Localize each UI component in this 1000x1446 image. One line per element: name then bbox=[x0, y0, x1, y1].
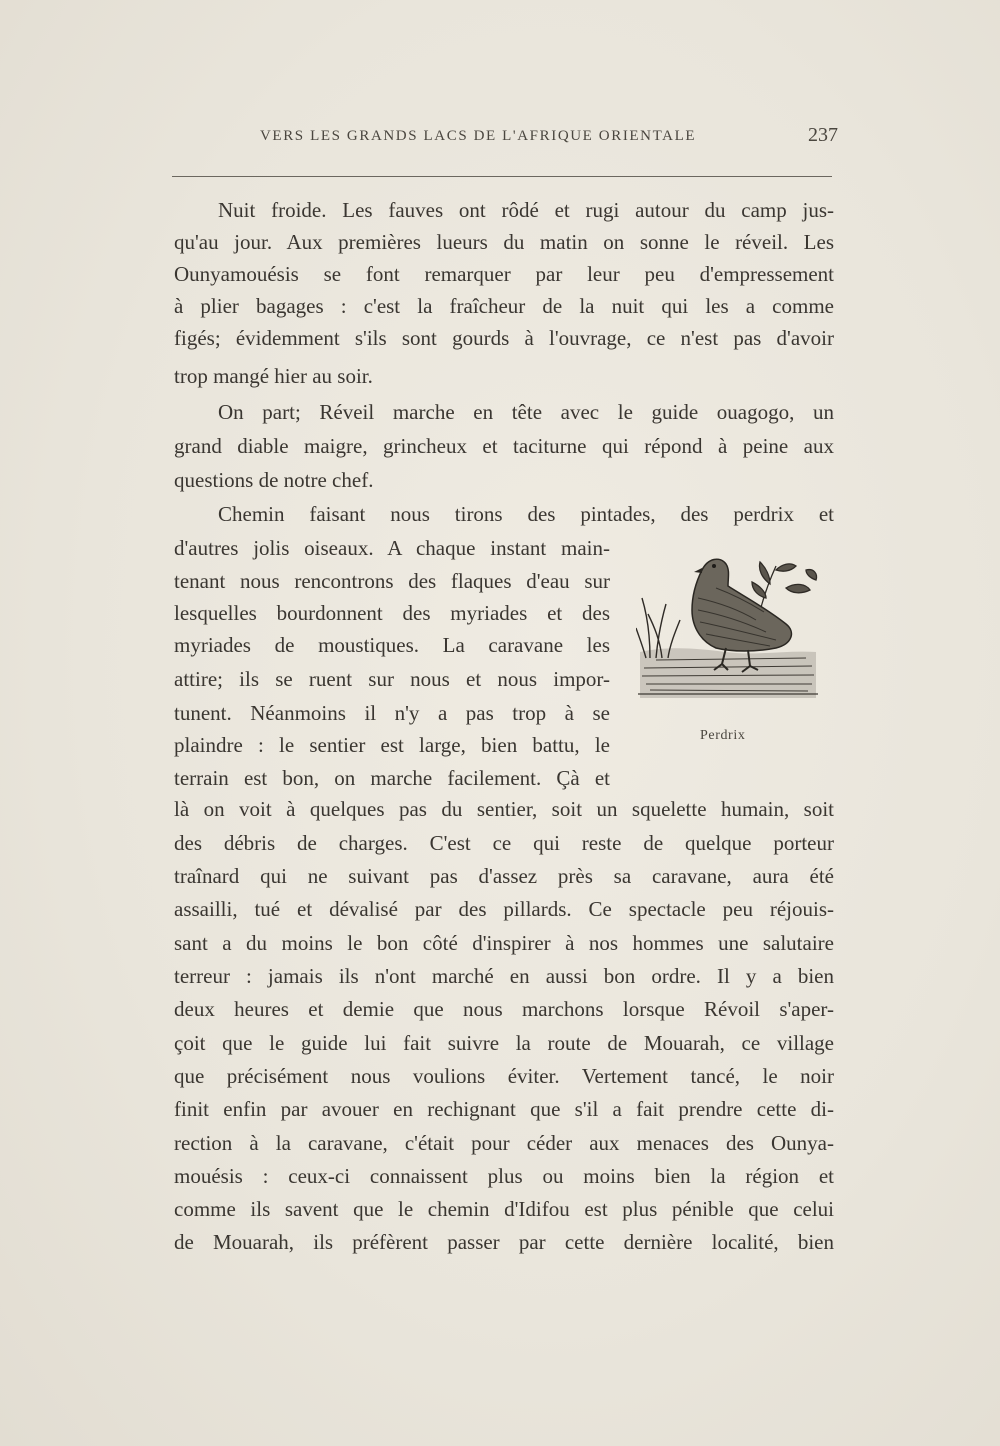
text-line: myriades de moustiques. La caravane les bbox=[174, 633, 610, 657]
running-title: VERS LES GRANDS LACS DE L'AFRIQUE ORIENTALE bbox=[260, 128, 697, 144]
text-line: que précisément nous voulions éviter. Vertement tancé, le noir bbox=[174, 1064, 834, 1088]
text-line: trop mangé hier au soir. bbox=[174, 364, 373, 388]
text-line: Nuit froide. Les fauves ont rôdé et rugi autour du camp jus- bbox=[218, 198, 834, 222]
text-line: comme ils savent que le chemin d'Idifou est plus pénible que celui bbox=[174, 1197, 834, 1221]
text-line: çoit que le guide lui fait suivre la route de Mouarah, ce village bbox=[174, 1031, 834, 1055]
page-number: 237 bbox=[808, 124, 838, 146]
text-line: grand diable maigre, grincheux et taciturne qui répond à peine aux bbox=[174, 434, 834, 458]
text-line: finit enfin par avouer en rechignant que s'il a fait prendre cette di- bbox=[174, 1097, 834, 1121]
text-line: deux heures et demie que nous marchons lorsque Révoil s'aper- bbox=[174, 997, 834, 1021]
text-line: Ounyamouésis se font remarquer par leur peu d'empressement bbox=[174, 262, 834, 286]
text-line: des débris de charges. C'est ce qui reste de quelque porteur bbox=[174, 831, 834, 855]
partridge-icon bbox=[636, 548, 820, 700]
text-line: de Mouarah, ils préfèrent passer par cette dernière localité, bien bbox=[174, 1230, 834, 1254]
text-line: sant a du moins le bon côté d'inspirer à nos hommes une salutaire bbox=[174, 931, 834, 955]
text-line: terreur : jamais ils n'ont marché en aussi bon ordre. Il y a bien bbox=[174, 964, 834, 988]
text-line: attire; ils se ruent sur nous et nous impor- bbox=[174, 667, 610, 691]
figure-caption: Perdrix bbox=[700, 728, 746, 743]
text-line: là on voit à quelques pas du sentier, soit un squelette humain, soit bbox=[174, 797, 834, 821]
text-line: Chemin faisant nous tirons des pintades, des perdrix et bbox=[218, 502, 834, 526]
text-line: qu'au jour. Aux premières lueurs du matin on sonne le réveil. Les bbox=[174, 230, 834, 254]
text-line: rection à la caravane, c'était pour céder aux menaces des Ounya- bbox=[174, 1131, 834, 1155]
text-line: tunent. Néanmoins il n'y a pas trop à se bbox=[174, 701, 610, 725]
text-line: terrain est bon, on marche facilement. Çà et bbox=[174, 766, 610, 790]
text-line: traînard qui ne suivant pas d'assez près sa caravane, aura été bbox=[174, 864, 834, 888]
text-line: assailli, tué et dévalisé par des pillards. Ce spectacle peu réjouis- bbox=[174, 897, 834, 921]
text-line: d'autres jolis oiseaux. A chaque instant main- bbox=[174, 536, 610, 560]
text-line: figés; évidemment s'ils sont gourds à l'ouvrage, ce n'est pas d'avoir bbox=[174, 326, 834, 350]
text-line: questions de notre chef. bbox=[174, 468, 374, 492]
text-line: mouésis : ceux-ci connaissent plus ou moins bien la région et bbox=[174, 1164, 834, 1188]
text-line: plaindre : le sentier est large, bien battu, le bbox=[174, 733, 610, 757]
header-rule bbox=[172, 176, 832, 177]
text-line: On part; Réveil marche en tête avec le guide ouagogo, un bbox=[218, 400, 834, 424]
text-line: à plier bagages : c'est la fraîcheur de la nuit qui les a comme bbox=[174, 294, 834, 318]
partridge-illustration bbox=[636, 548, 820, 700]
text-line: tenant nous rencontrons des flaques d'eau sur bbox=[174, 569, 610, 593]
text-line: lesquelles bourdonnent des myriades et des bbox=[174, 601, 610, 625]
page-header bbox=[170, 124, 838, 158]
